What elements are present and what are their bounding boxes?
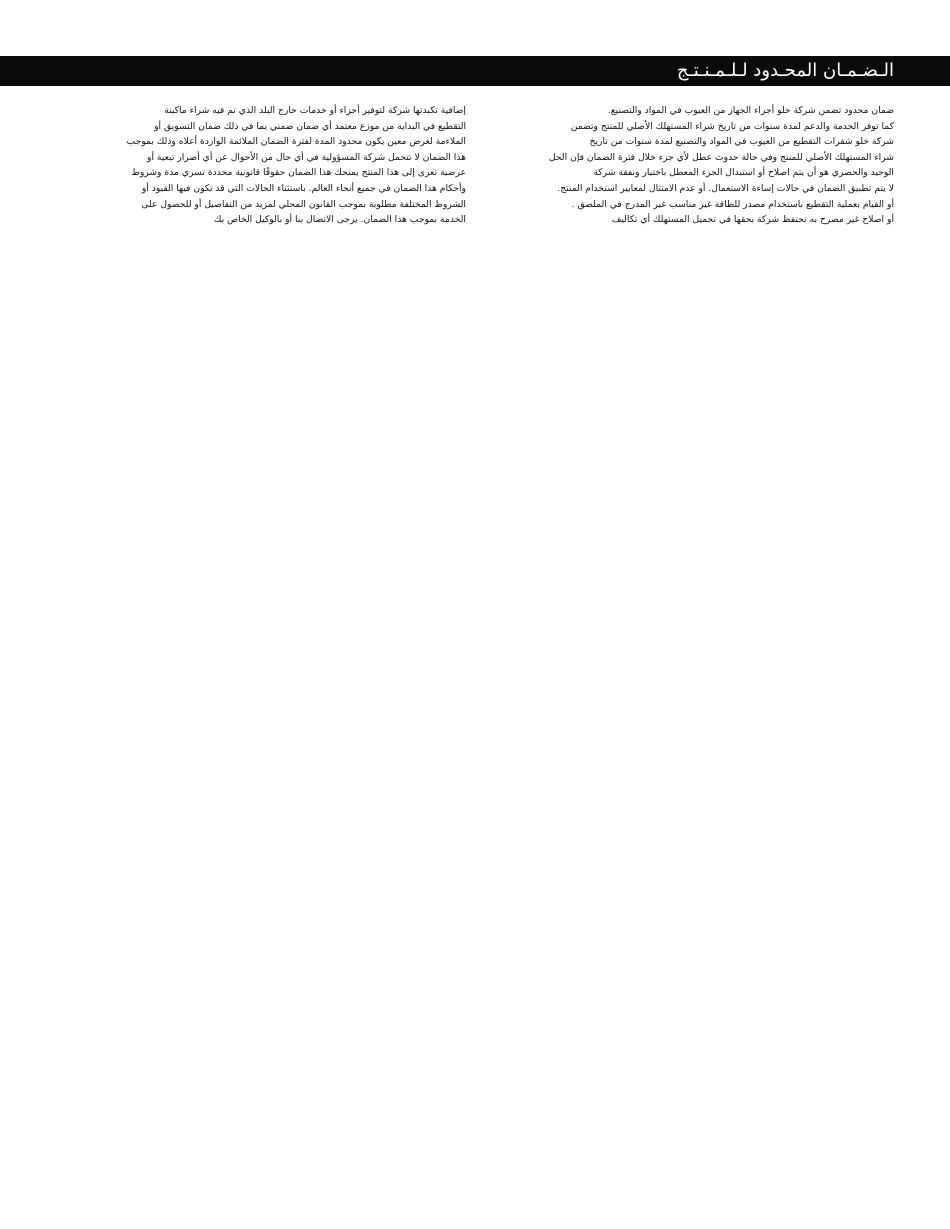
text-line: شراء المستهلك الأصلي للمنتج وفي حالة حدوث عطل لأي جزء خلال فترة الضمان فإن الحل (548, 151, 894, 163)
title-bar (0, 56, 950, 86)
text-line: التقطيع في البداية من موزع معتمد أي ضمان ضمني بما في ذلك ضمان التسويق أو (154, 120, 466, 132)
page-title: الـضـمـان المحـدود لـلـمـنـتـج (676, 60, 894, 81)
text-line: كما توفر الخدمة والدعم لمدة سنوات من تاريخ شراء المستهلك الأصلي للمنتج وتضمن (570, 120, 894, 132)
text-line: عرضية تعزى إلى هذا المنتج يمنحك هذا الضمان حقوقًا قانونية محددة تسري مدة وشروط (131, 167, 466, 179)
text-line: وأحكام هذا الضمان في جميع أنحاء العالم. باستثناء الحالات التي قد تكون فيها القيود أو (141, 182, 466, 194)
text-line: الوحيد والحصري هو أن يتم اصلاح أو استبدال الجزء المعطل باختيار ونفقة شركة (593, 167, 894, 179)
text-line: شركة خلو شفرات التقطيع من العيوب في المواد والتصنيع لمدة سنوات من تاريخ (589, 136, 894, 148)
text-line: ضمان محدود تضمن شركة خلو أجزاء الجهاز من العيوب في المواد والتصنيع. (607, 105, 894, 116)
text-line: الشروط المختلفة مطلوبة بموجب القانون المحلي لمزيد من التفاصيل أو للحصول على (141, 198, 466, 210)
warranty-text-left-column (58, 103, 466, 228)
text-line: هذا الضمان لا تتحمل شركة المسؤولية في أي حال من الأحوال عن أي أضرار تبعية أو (147, 151, 466, 163)
text-line: لا يتم تطبيق الضمان في حالات إساءة الاستعمال. أو عدم الامتثال لمعايير استخدام المنتج. (557, 182, 894, 194)
warranty-text-right-column (486, 103, 894, 228)
text-line: إضافية تكبدتها شركة لتوفير أجزاء أو خدمات خارج البلد الذي تم فيه شراء ماكينة (164, 105, 466, 116)
text-line: الملاءمة لغرض معين يكون محدود المدة لفترة الضمان الملائمة الواردة أعلاه وذلك بموجب (126, 136, 466, 148)
text-line: أو القيام بعملية التقطيع باستخدام مصدر للطاقة غير مناسب غير المدرج في الملصق . (571, 198, 894, 210)
text-line: أو اصلاح غير مصرح به تحتفظ شركة بحقها في تحميل المستهلك أي تكاليف (611, 214, 894, 226)
text-line: الخدمة بموجب هذا الضمان. يرجى الاتصال بنا أو بالوكيل الخاص بك (213, 214, 466, 226)
